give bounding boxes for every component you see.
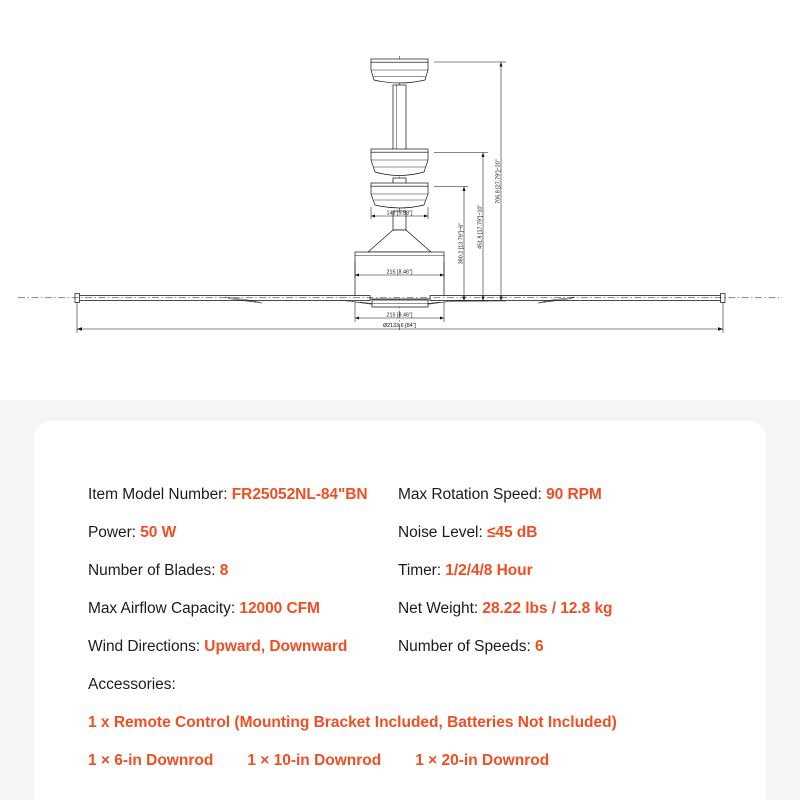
spec-label-number-of-blades: Number of Blades:: [88, 562, 220, 579]
specification-card: [34, 421, 766, 800]
spec-value-number-of-blades: 8: [219, 562, 229, 579]
spec-value-net-weight: 28.22 lbs / 12.8 kg: [482, 600, 613, 617]
specification-grid: [88, 476, 728, 780]
dim-height-6in-label: 380.2 [13.79"]~6": [458, 222, 465, 265]
accessory-downrod-list: [88, 742, 728, 780]
accessory-downrod-6in: 1 × 6-in Downrod: [88, 752, 214, 769]
dimension-height-20in: [434, 62, 506, 301]
spec-row-item-model-number: [88, 476, 398, 514]
accessory-downrod-10in: 1 × 10-in Downrod: [247, 752, 382, 769]
spec-value-item-model-number: FR25052NL-84"BN: [231, 486, 368, 503]
spec-label-wind-directions: Wind Directions:: [88, 638, 205, 655]
spec-value-number-of-speeds: 6: [534, 638, 544, 655]
spec-value-max-airflow-capacity: 12000 CFM: [239, 600, 320, 617]
accessory-remote-control: 1 x Remote Control (Mounting Bracket Included, Batteries Not Included): [88, 714, 617, 731]
spec-label-item-model-number: Item Model Number:: [88, 486, 232, 503]
specification-left-column: [88, 476, 398, 666]
canopy-lower: [371, 183, 428, 208]
spec-row-number-of-speeds: [398, 628, 728, 666]
spec-row-wind-directions: [88, 628, 398, 666]
spec-value-power: 50 W: [140, 524, 177, 541]
dim-motor-width-upper-label: 215 [8.46"]: [386, 269, 413, 276]
spec-label-power: Power:: [88, 524, 141, 541]
downrod-upper: [393, 85, 406, 150]
dim-height-10in-label: 451.8 [17.79"]~10": [477, 204, 484, 250]
spec-value-wind-directions: Upward, Downward: [204, 638, 348, 655]
spec-row-number-of-blades: [88, 552, 398, 590]
spec-label-noise-level: Noise Level:: [398, 524, 487, 541]
dim-canopy-width-label: 148 [5.83"]: [386, 210, 413, 217]
dim-height-20in-label: 706.8 [27.79"]~20": [495, 159, 502, 204]
spec-row-timer: [398, 552, 728, 590]
dim-motor-width-lower-label: 215 [8.46"]: [386, 312, 413, 319]
canopy-middle: [371, 149, 428, 176]
spec-value-noise-level: ≤45 dB: [486, 524, 538, 541]
accessory-downrod-20in: 1 × 20-in Downrod: [415, 752, 550, 769]
spec-row-net-weight: [398, 590, 728, 628]
spec-label-timer: Timer:: [398, 562, 446, 579]
spec-label-net-weight: Net Weight:: [398, 600, 483, 617]
dim-blade-span-label: Ø2133.6 [84"]: [382, 323, 417, 330]
spec-row-max-airflow-capacity: [88, 590, 398, 628]
specification-columns: [88, 476, 728, 666]
spec-label-max-airflow-capacity: Max Airflow Capacity:: [88, 600, 240, 617]
spec-row-power: [88, 514, 398, 552]
spec-value-max-rotation-speed: 90 RPM: [546, 486, 602, 503]
accessories-block: [88, 666, 728, 780]
spec-row-max-rotation-speed: [398, 476, 728, 514]
ceiling-canopy-top: [371, 59, 428, 83]
spec-label-max-rotation-speed: Max Rotation Speed:: [398, 486, 547, 503]
motor-housing: [355, 252, 444, 299]
motor-neck: [368, 211, 431, 252]
spec-row-noise-level: [398, 514, 728, 552]
specification-right-column: [398, 476, 728, 666]
accessories-heading: Accessories:: [88, 676, 176, 693]
spec-label-number-of-speeds: Number of Speeds:: [398, 638, 535, 655]
spec-value-timer: 1/2/4/8 Hour: [445, 562, 533, 579]
